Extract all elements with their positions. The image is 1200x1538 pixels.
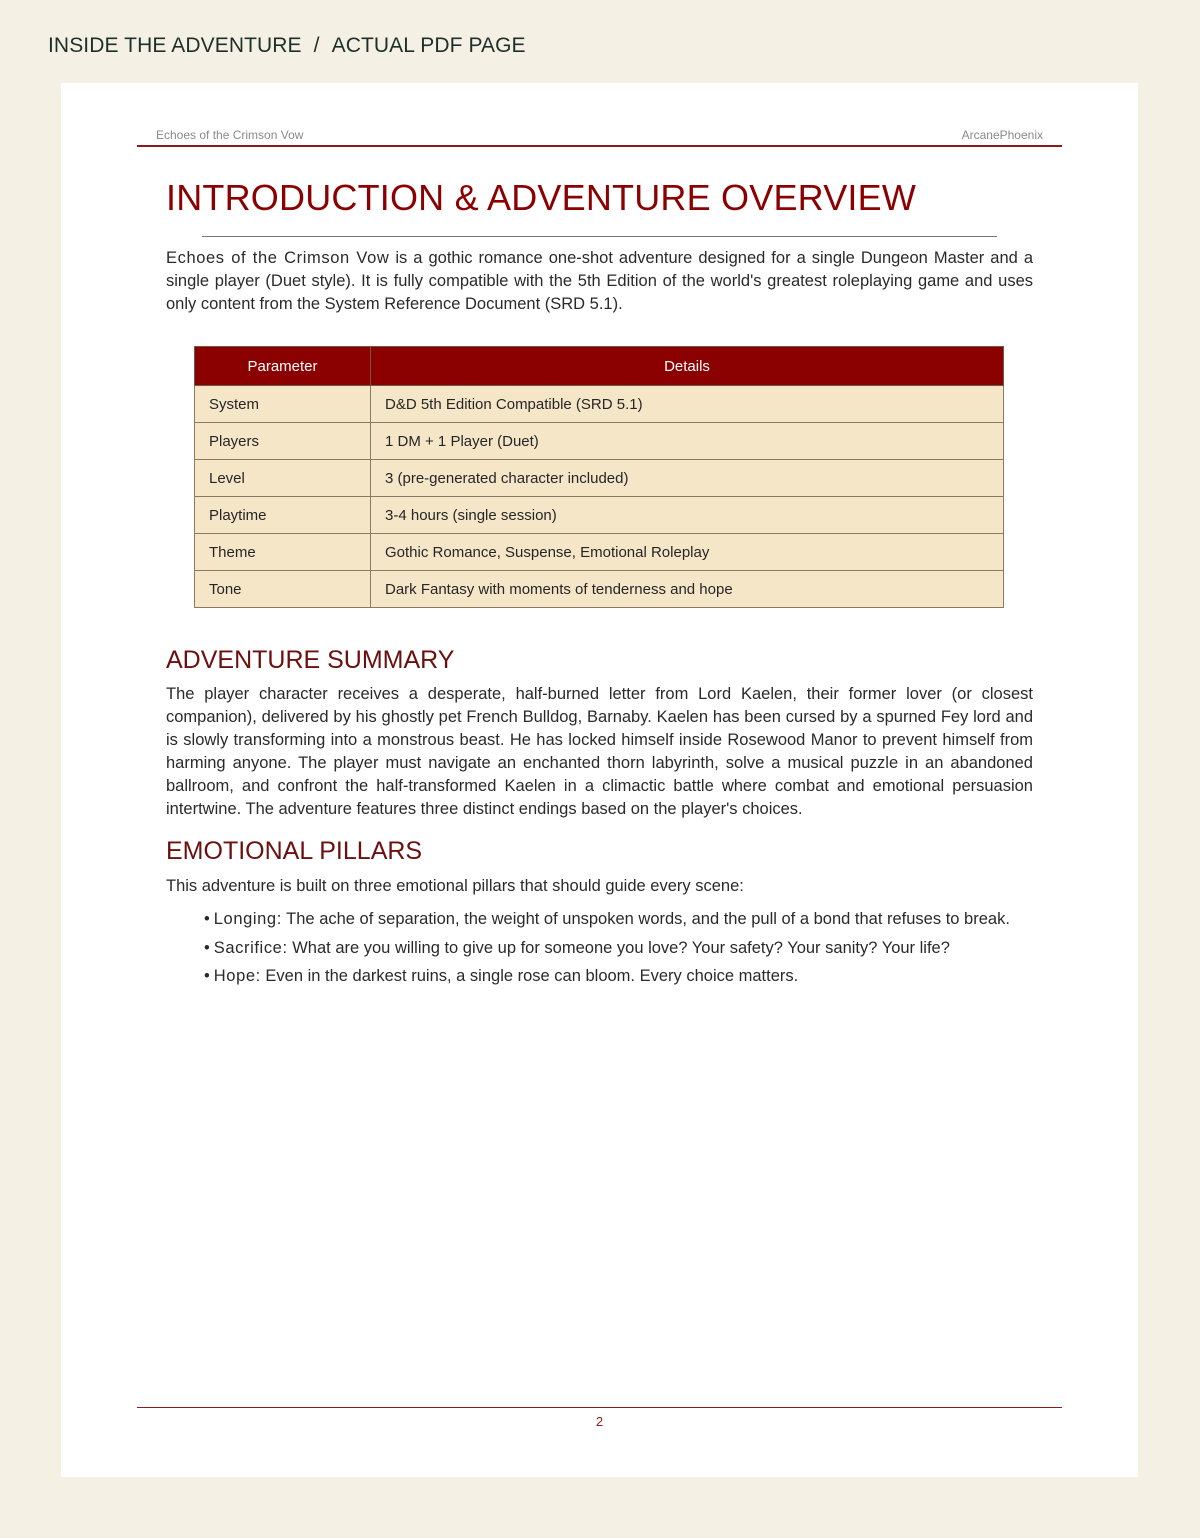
- page-content: [166, 177, 1033, 994]
- banner-separator: /: [313, 34, 320, 57]
- table-header-details: Details: [371, 347, 1004, 386]
- table-cell-details: Dark Fantasy with moments of tenderness and hope: [371, 571, 1004, 608]
- table-header-row: [195, 347, 1004, 386]
- table-cell-parameter: System: [195, 386, 371, 423]
- table-cell-details: Gothic Romance, Suspense, Emotional Roleplay: [371, 534, 1004, 571]
- table-cell-details: 1 DM + 1 Player (Duet): [371, 423, 1004, 460]
- table-cell-parameter: Playtime: [195, 497, 371, 534]
- title-divider: [202, 236, 997, 237]
- pillar-text: The ache of separation, the weight of unspoken words, and the pull of a bond that refuses to break.: [281, 910, 1010, 928]
- intro-paragraph: [166, 247, 1033, 316]
- page-title: INTRODUCTION & ADVENTURE OVERVIEW: [166, 177, 917, 218]
- list-item: [204, 965, 1033, 988]
- table-cell-parameter: Tone: [195, 571, 371, 608]
- bullet-icon: •: [204, 938, 210, 957]
- table-cell-details: 3-4 hours (single session): [371, 497, 1004, 534]
- pillar-name: Sacrifice:: [213, 938, 288, 957]
- table-row: [195, 497, 1004, 534]
- pillars-intro: This adventure is built on three emotional pillars that should guide every scene:: [166, 877, 744, 895]
- banner-right: ACTUAL PDF PAGE: [331, 34, 526, 57]
- table-cell-parameter: Players: [195, 423, 371, 460]
- pillars-list: [204, 908, 1033, 988]
- pillar-name: Longing:: [213, 910, 282, 928]
- pdf-page: [61, 83, 1138, 1477]
- intro-book-title: Echoes of the Crimson Vow: [166, 249, 390, 267]
- list-item: [204, 937, 1033, 960]
- pillar-text: Even in the darkest ruins, a single rose can bloom. Every choice matters.: [260, 967, 799, 985]
- summary-paragraph: The player character receives a desperate, half-burned letter from Lord Kaelen, their former lover (or closest companion), delivered by his ghostly pet French Bulldog, Barnaby. Kaelen has been cursed by a spurned Fey lord and is slowly transforming into a monstrous beast. He has locked himself inside Rosewood Manor to prevent himself from harming anyone. The player must navigate an enchanted thorn labyrinth, solve a musical puzzle in an abandoned ballroom, and confront the half-transformed Kaelen in a climactic battle where combat and emotional persuasion intertwine. The adventure features three distinct endings based on the player's choices.: [166, 685, 1033, 818]
- pillars-heading: EMOTIONAL PILLARS: [166, 837, 423, 865]
- pillar-name: Hope:: [213, 967, 261, 985]
- page-number: 2: [595, 1414, 604, 1429]
- table-row: [195, 571, 1004, 608]
- table-cell-details: D&D 5th Edition Compatible (SRD 5.1): [371, 386, 1004, 423]
- running-header: [137, 128, 1062, 147]
- parameters-table: [194, 346, 1004, 608]
- summary-heading: ADVENTURE SUMMARY: [166, 646, 455, 674]
- header-author: ArcanePhoenix: [961, 128, 1043, 142]
- table-row: [195, 534, 1004, 571]
- banner-left: INSIDE THE ADVENTURE: [48, 34, 302, 57]
- table-header-parameter: Parameter: [195, 347, 371, 386]
- list-item: [204, 908, 1033, 931]
- intro-text: is a gothic romance one-shot adventure designed for a single Dungeon Master and a single player (Duet style). It is fully compatible with the 5th Edition of the world's greatest roleplaying game and uses only content from the System Reference Document (SRD 5.1).: [166, 249, 1033, 313]
- table-row: [195, 386, 1004, 423]
- table-cell-parameter: Theme: [195, 534, 371, 571]
- pillar-text: What are you willing to give up for someone you love? Your safety? Your sanity? Your life?: [287, 938, 950, 957]
- table-cell-parameter: Level: [195, 460, 371, 497]
- running-footer: [137, 1407, 1062, 1429]
- table-row: [195, 460, 1004, 497]
- table-row: [195, 423, 1004, 460]
- bullet-icon: •: [204, 910, 210, 928]
- header-book-title: Echoes of the Crimson Vow: [156, 128, 304, 142]
- bullet-icon: •: [204, 967, 210, 985]
- page-banner: [48, 33, 526, 59]
- table-cell-details: 3 (pre-generated character included): [371, 460, 1004, 497]
